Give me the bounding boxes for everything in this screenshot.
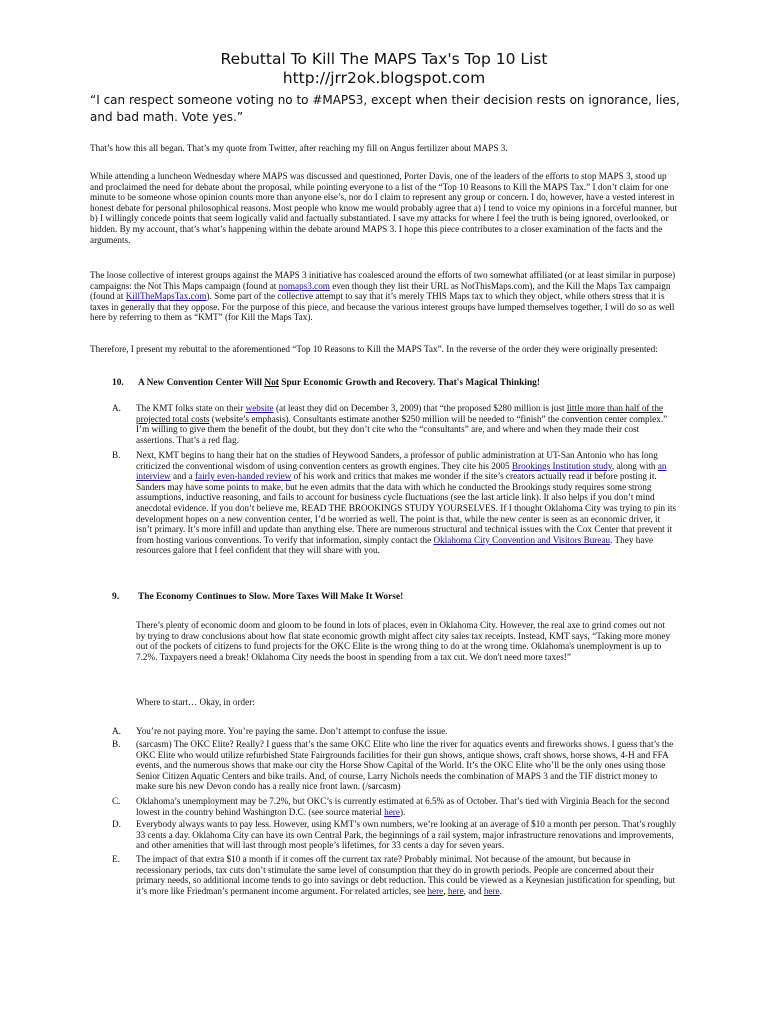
text-run: , and bbox=[463, 885, 484, 896]
text-run: ). bbox=[399, 806, 406, 817]
heading-reason-10 bbox=[112, 378, 540, 389]
brookings-study-link[interactable]: Brookings Institution study bbox=[511, 460, 612, 471]
kmt-website-link[interactable]: website bbox=[245, 403, 274, 413]
text-run: , bbox=[443, 885, 448, 896]
text-run: The loose collective of interest groups against the MAPS 3 initiative has coalesced around the efforts of two somewhat affiliated (or at least similar in purpose) campaigns: the Not This Maps campaign (found at bbox=[90, 270, 676, 291]
related-article-link-2[interactable]: here bbox=[447, 885, 464, 896]
text-run: and a bbox=[170, 471, 195, 482]
related-article-link-1[interactable]: here bbox=[427, 885, 444, 896]
killthemapstax-link[interactable]: KillTheMapsTax.com bbox=[125, 291, 207, 302]
list-label: E. bbox=[112, 854, 120, 864]
heading-number: 10. bbox=[112, 378, 124, 388]
list-label: A. bbox=[112, 403, 121, 413]
list-text: (sarcasm) The OKC Elite? Really? I guess that’s the same OKC Elite who line the river for aquatics events and fireworks shows. I guess that’s the OKC Elite who would utilize refurbished State Fairgrounds facilities for their gun shows, antique shows, craft shows, horse shows, 4-H and FFA events, and the numerous shows that make our city the Horse Show Capital of the World. It’s the OKC Elite who’ll be the only ones using those Senior Citizen Aquatic Centers and bike trails. And, of course, Larry Nichols needs the combination of MAPS 3 and the TIF district money to make sure his new Devon condo has a really nice front lawn. (/sarcasm) bbox=[136, 739, 674, 792]
text-run: of his work and critics that makes me wonder if the site’s creators actually read it before posting it. Sanders may have some points to make, but he even admits that the data with which he conducted the Brookings study requires some strong assumptions, inductive reasoning, and fails to account for business cycle fluctuations (see the last article link). It also helps if you don’t mind anecdotal evidence. If you don’t believe me, READ THE BROOKINGS STUDY YOURSELVES. If I thought Oklahoma City was trying to pin its development hopes on a new convention center, I’d be worried as well. The point is that, while the new center is seen as an economic driver, it isn’t primary. It’s more infill and update than anything else. There are numerous structural and technical issues with the Cox Center that prevent it from hosting various conventions. To verify that information, simply contact the bbox=[136, 471, 677, 545]
paragraph-economy: There’s plenty of economic doom and gloom to be found in lots of places, even in Oklahoma City. However, the real axe to grind comes out not by trying to draw conclusions about how flat state economic growth might affect city sales tax receipts. Instead, KMT says, “Taking more money out of the pockets of citizens to fund projects for the OKC Elite is the wrong thing to do at the wrong time. Oklahoma's unemployment is up to 7.2%. Taxpayers need a break! Oklahoma City needs the boost in spending from a tax cut. We don't need more taxes!” bbox=[136, 620, 671, 662]
text-run: . bbox=[499, 885, 502, 896]
text-run: (at least they did on December 3, 2009) that “the proposed $280 million is just bbox=[273, 403, 567, 413]
text-run: The KMT folks state on their bbox=[136, 403, 246, 413]
blog-url-title: http://jrr2ok.blogspot.com bbox=[282, 69, 486, 87]
heading-text: A New Convention Center Will bbox=[138, 378, 265, 388]
list-label: B. bbox=[112, 739, 121, 749]
paragraph-where-to-start: Where to start… Okay, in order: bbox=[136, 697, 255, 707]
heading-text: The Economy Continues to Slow. More Taxes Will Make It Worse! bbox=[138, 592, 404, 602]
heading-text: Spur Economic Growth and Recovery. That's Magical Thinking! bbox=[278, 378, 540, 388]
opening-quote: “I can respect someone voting no to #MAPS3, except when their decision rests on ignorance, lies, and bad math. Vote yes.” bbox=[90, 93, 680, 124]
list-label: D. bbox=[112, 819, 121, 829]
okc-visitors-bureau-link[interactable]: Oklahoma City Convention and Visitors Bureau bbox=[433, 534, 611, 545]
underlined-text: little more than half of the projected total costs bbox=[136, 403, 664, 424]
paragraph-therefore: Therefore, I present my rebuttal to the aforementioned “Top 10 Reasons to Kill the MAPS Tax”. In the reverse of the order they were originally presented: bbox=[90, 344, 658, 354]
list-text bbox=[136, 450, 678, 556]
list-text: Everybody always wants to pay less. However, using KMT’s own numbers, we’re looking at an average of $10 a month per person. That’s roughly 33 cents a day. Oklahoma City can have its own Central Park, the beginnings of a rail system, major infrastructure renovations and improvements, and other amenities that will last through most people’s lifetimes, for 33 cents a day for seven years. bbox=[136, 819, 677, 851]
paragraph-intro: That’s how this all began. That’s my quote from Twitter, after reaching my fill on Angus fertilizer about MAPS 3. bbox=[90, 143, 508, 153]
text-run: Next, KMT begins to hang their hat on the studies of Heywood Sanders, a professor of public administration at UT-San Antonio who has long criticized the conventional wisdom of using convention centers as growth engines. They cite his 2005 bbox=[136, 450, 658, 471]
heading-reason-9 bbox=[112, 592, 403, 603]
interview-link[interactable]: an interview bbox=[136, 460, 667, 482]
paragraph-luncheon: While attending a luncheon Wednesday where MAPS was discussed and questioned, Porter Davis, one of the leaders of the efforts to stop MAPS 3, stood up and proclaimed the need for debate about the proposal, while pointing everyone to a list of the “Top 10 Reasons to Kill the MAPS Tax.” I don’t claim for one minute to be someone whose opinion counts more than anyone else’s, nor do I claim to represent any group or concern. I do, however, have a vested interest in honest debate for personal philosophical reasons. Most people who know me would probably agree that a) I tend to voice my opinions in a forceful manner, but b) I willingly concede points that seem logically valid and factually substantiated. I save my attacks for where I feel the truth is being ignored, overlooked, or hidden. By my account, that’s what’s happening within the debate around MAPS 3. I hope this piece contributes to a closer examination of the facts and the arguments. bbox=[90, 171, 677, 245]
text-run: ). Some part of the collective attempt to say that it’s merely THIS Maps tax to which they object, while others stress that it is taxes in generally that they oppose. For the purpose of this piece, and because the various interest groups have lumped themselves together, I will do so as well here by referring to them as “KMT” (for Kill the Maps Tax). bbox=[90, 291, 675, 323]
heading-number: 9. bbox=[112, 592, 120, 602]
nomaps3-link[interactable]: nomaps3.com bbox=[278, 280, 330, 291]
text-run: even though they list their URL as NotThisMaps.com), and the Kill the Maps Tax campaign (found at bbox=[90, 280, 671, 302]
document-title: Rebuttal To Kill The MAPS Tax's Top 10 List bbox=[220, 50, 548, 68]
list-label: B. bbox=[112, 450, 121, 460]
unemployment-source-link[interactable]: here bbox=[384, 806, 400, 817]
related-article-link-3[interactable]: here bbox=[483, 885, 500, 896]
list-label: C. bbox=[112, 796, 121, 806]
paragraph-collective bbox=[90, 270, 680, 323]
list-label: A. bbox=[112, 726, 121, 736]
heading-text-emphasis: Not bbox=[264, 378, 279, 388]
text-run: Oklahoma’s unemployment may be 7.2%, but OKC’s is currently estimated at 6.5% as of October. That’s tied with Virginia Beach for the second lowest in the country behind Washington D.C. (see source material bbox=[136, 796, 670, 817]
text-run: . They have resources galore that I feel confident that they will share with you. bbox=[136, 534, 654, 556]
list-text: You’re not paying more. You’re paying the same. Don’t attempt to confuse the issue. bbox=[136, 726, 448, 736]
list-text bbox=[136, 796, 678, 817]
list-text bbox=[136, 854, 678, 896]
review-link[interactable]: fairly even-handed review bbox=[194, 471, 292, 482]
text-run: (website’s emphasis). Consultants estimate another $250 million will be needed to “finish” the convention center complex.” I’m willing to give them the benefit of the doubt, but they don’t cite who the “consultants” are, and where and when they made their cost assertions. That’s a red flag. bbox=[136, 413, 668, 445]
list-text bbox=[136, 403, 678, 445]
text-run: , along with bbox=[611, 460, 658, 471]
text-run: The impact of that extra $10 a month if it comes off the current tax rate? Probably minimal. Not because of the amount, but because in recessionary periods, tax cuts don’t stimulate the same level of consumption that they do in growth periods. People are concerned about their primary needs, so additional income tends to go into savings or debt reduction. This could be viewed as a Keynesian justification for spending, but it’s more like Friedman’s permanent income argument. For related articles, see bbox=[136, 854, 676, 896]
